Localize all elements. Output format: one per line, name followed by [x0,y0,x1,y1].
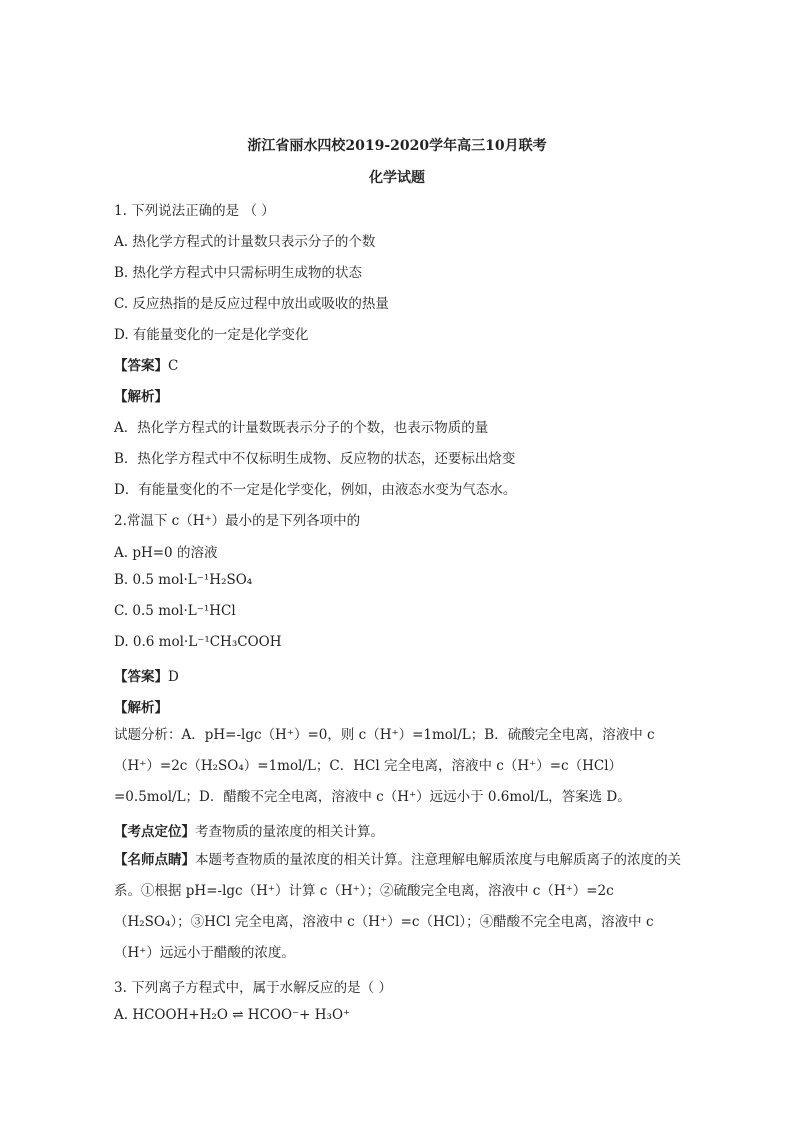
question-1-stem: 1. 下列说法正确的是 （ ） [114,203,275,219]
question-2-option-a: A. pH=0 的溶液 [114,545,218,561]
question-2-analysis-label: 【解析】 [114,700,168,716]
question-2-option-d: D. 0.6 mol·L⁻¹CH₃COOH [114,634,282,650]
answer-label: 【答案】 [114,358,168,374]
question-1-analysis-label: 【解析】 [114,389,168,405]
question-1-option-b: B. 热化学方程式中只需标明生成物的状态 [114,265,363,281]
question-3-stem: 3. 下列离子方程式中，属于水解反应的是（ ） [114,980,392,996]
question-1-option-a: A. 热化学方程式的计量数只表示分子的个数 [114,234,376,250]
question-2-mingshi [114,845,684,969]
question-1-analysis-d: D．有能量变化的不一定是化学变化，例如，由液态水变为气态水。 [114,482,517,498]
document-subtitle: 化学试题 [369,170,425,186]
question-1-answer [114,354,178,374]
question-2-analysis-text: 试题分析：A．pH=-lgc（H⁺）=0，则 c（H⁺）=1mol/L；B．硫酸完全电离，溶液中 c（H⁺）=2c（H₂SO₄）=1mol/L；C．HCl 完全电离，溶液中 c（H⁺）=c（HCl）=0.5mol/L；D．醋酸不完全电离，溶液中 c（H⁺）远远小于 0.6mol/L，答案选 D。 [114,727,655,805]
kaodian-label: 【考点定位】 [114,824,195,840]
question-2-answer [114,665,179,685]
question-1-analysis-a: A．热化学方程式的计量数既表示分子的个数，也表示物质的量 [114,420,489,436]
question-2-stem: 2.常温下 c（H⁺）最小的是下列各项中的 [114,513,361,529]
question-1-option-d: D. 有能量变化的一定是化学变化 [114,327,309,343]
document-title: 浙江省丽水四校2019-2020学年高三10月联考 [247,138,547,154]
question-1-analysis-b: B．热化学方程式中不仅标明生成物、反应物的状态，还要标出焓变 [114,451,516,467]
question-2-option-b: B. 0.5 mol·L⁻¹H₂SO₄ [114,572,253,588]
kaodian-text: 考查物质的量浓度的相关计算。 [195,824,384,840]
question-2-kaodian [114,820,384,840]
mingshi-label: 【名师点睛】 [114,852,195,868]
answer-label: 【答案】 [114,669,168,685]
question-1-option-c: C. 反应热指的是反应过程中放出或吸收的热量 [114,296,389,312]
answer-value: D [168,669,179,685]
mingshi-text: 本题考查物质的量浓度的相关计算。注意理解电解质浓度与电解质离子的浓度的关系。①根据 pH=-lgc（H⁺）计算 c（H⁺）；②硫酸完全电离，溶液中 c（H⁺）=2c（H₂SO₄）；③HCl 完全电离，溶液中 c（H⁺）=c（HCl）；④醋酸不完全电离，溶液中 c（H⁺）远远小于醋酸的浓度。 [114,852,681,961]
answer-value: C [168,358,179,374]
question-2-option-c: C. 0.5 mol·L⁻¹HCl [114,603,236,619]
question-3-option-a: A. HCOOH+H₂O ⇌ HCOO⁻+ H₃O⁺ [114,1007,351,1023]
